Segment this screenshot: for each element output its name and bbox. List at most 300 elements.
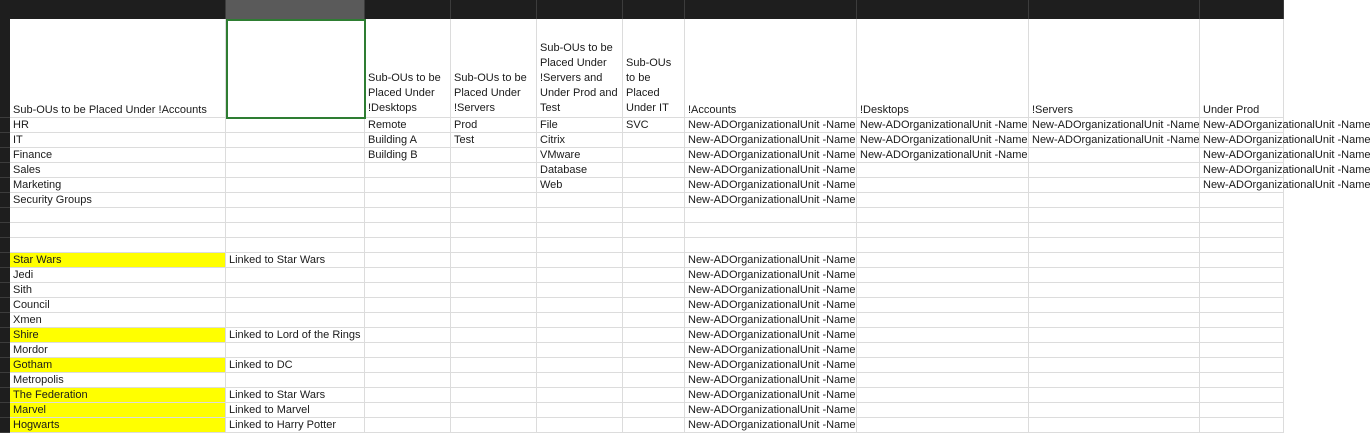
cell-D14[interactable] xyxy=(451,298,537,313)
cell-E10[interactable] xyxy=(537,238,623,253)
cell-G13[interactable] xyxy=(685,283,857,298)
cell-G2[interactable] xyxy=(685,118,857,133)
cell-D2[interactable] xyxy=(451,118,537,133)
cell-B20[interactable] xyxy=(226,388,365,403)
column-header-G[interactable] xyxy=(685,0,857,19)
row-header-17[interactable] xyxy=(0,343,10,358)
cell-F11[interactable] xyxy=(623,253,685,268)
row-header-7[interactable] xyxy=(0,193,10,208)
cell-E6[interactable] xyxy=(537,178,623,193)
cell-J18[interactable] xyxy=(1200,358,1284,373)
cell-J11[interactable] xyxy=(1200,253,1284,268)
cell-text: New-ADOrganizationalUnit -Name xyxy=(688,389,856,401)
cell-text: Web xyxy=(540,179,563,191)
cell-I5[interactable] xyxy=(1029,163,1200,178)
cell-text: Database xyxy=(540,164,588,176)
column-header-C[interactable] xyxy=(365,0,451,19)
cell-G5[interactable] xyxy=(685,163,857,178)
cell-A20[interactable] xyxy=(10,388,226,403)
cell-H20[interactable] xyxy=(857,388,1029,403)
cell-text: Marketing xyxy=(13,179,62,191)
cell-H11[interactable] xyxy=(857,253,1029,268)
cell-B2[interactable] xyxy=(226,118,365,133)
cell-B18[interactable] xyxy=(226,358,365,373)
cell-F1[interactable] xyxy=(623,19,685,118)
cell-text: New-ADOrganizationalUnit -Name xyxy=(688,164,856,176)
cell-A14[interactable] xyxy=(10,298,226,313)
cell-J4[interactable] xyxy=(1200,148,1371,163)
cell-B21[interactable] xyxy=(226,403,365,418)
cell-text: New-ADOrganizationalUnit -Name xyxy=(1203,149,1371,161)
row-header-2[interactable] xyxy=(0,118,10,133)
cell-A10[interactable] xyxy=(10,238,226,253)
cell-D9[interactable] xyxy=(451,223,537,238)
cell-H3[interactable] xyxy=(857,133,1029,148)
cell-A2[interactable] xyxy=(10,118,226,133)
cell-H22[interactable] xyxy=(857,418,1029,433)
cell-H17[interactable] xyxy=(857,343,1029,358)
cell-B3[interactable] xyxy=(226,133,365,148)
cell-F4[interactable] xyxy=(623,148,685,163)
cell-text: New-ADOrganizationalUnit -Name xyxy=(688,194,856,206)
cell-F2[interactable] xyxy=(623,118,685,133)
cell-text: !Desktops xyxy=(860,104,909,116)
cell-E18[interactable] xyxy=(537,358,623,373)
cell-A12[interactable] xyxy=(10,268,226,283)
cell-D4[interactable] xyxy=(451,148,537,163)
cell-F20[interactable] xyxy=(623,388,685,403)
row-header-6[interactable] xyxy=(0,178,10,193)
cell-C15[interactable] xyxy=(365,313,451,328)
cell-A22[interactable] xyxy=(10,418,226,433)
cell-text: New-ADOrganizationalUnit -Name xyxy=(688,359,856,371)
cell-F7[interactable] xyxy=(623,193,685,208)
cell-C21[interactable] xyxy=(365,403,451,418)
cell-text: The Federation xyxy=(13,389,88,401)
cell-C17[interactable] xyxy=(365,343,451,358)
cell-G7[interactable] xyxy=(685,193,857,208)
cell-E7[interactable] xyxy=(537,193,623,208)
cell-F3[interactable] xyxy=(623,133,685,148)
cell-text: New-ADOrganizationalUnit -Name xyxy=(860,149,1028,161)
cell-F5[interactable] xyxy=(623,163,685,178)
cell-H5[interactable] xyxy=(857,163,1029,178)
cell-C2[interactable] xyxy=(365,118,451,133)
cell-E4[interactable] xyxy=(537,148,623,163)
cell-text: New-ADOrganizationalUnit -Name xyxy=(688,134,856,146)
cell-text: Sub-OUs to be Placed Under !Desktops xyxy=(368,72,441,114)
cell-A6[interactable] xyxy=(10,178,226,193)
cell-text: Sub-OUs to be Placed Under IT xyxy=(626,57,672,114)
cell-G16[interactable] xyxy=(685,328,857,343)
cell-text: Building A xyxy=(368,134,417,146)
cell-J16[interactable] xyxy=(1200,328,1284,343)
cell-D7[interactable] xyxy=(451,193,537,208)
cell-B6[interactable] xyxy=(226,178,365,193)
row-header-10[interactable] xyxy=(0,238,10,253)
cell-A16[interactable] xyxy=(10,328,226,343)
cell-text: New-ADOrganizationalUnit -Name xyxy=(688,329,856,341)
cell-A21[interactable] xyxy=(10,403,226,418)
cell-J9[interactable] xyxy=(1200,223,1284,238)
cell-C3[interactable] xyxy=(365,133,451,148)
cell-G3[interactable] xyxy=(685,133,857,148)
cell-I21[interactable] xyxy=(1029,403,1200,418)
cell-C8[interactable] xyxy=(365,208,451,223)
cell-H1[interactable] xyxy=(857,19,1029,118)
cell-D12[interactable] xyxy=(451,268,537,283)
row-header-19[interactable] xyxy=(0,373,10,388)
cell-text: Building B xyxy=(368,149,418,161)
cell-E21[interactable] xyxy=(537,403,623,418)
cell-H6[interactable] xyxy=(857,178,1029,193)
cell-A7[interactable] xyxy=(10,193,226,208)
cell-E8[interactable] xyxy=(537,208,623,223)
cell-D10[interactable] xyxy=(451,238,537,253)
cell-J6[interactable] xyxy=(1200,178,1371,193)
cell-J7[interactable] xyxy=(1200,193,1284,208)
cell-E12[interactable] xyxy=(537,268,623,283)
cell-A13[interactable] xyxy=(10,283,226,298)
row-header-4[interactable] xyxy=(0,148,10,163)
cell-C20[interactable] xyxy=(365,388,451,403)
cell-I19[interactable] xyxy=(1029,373,1200,388)
row-header-3[interactable] xyxy=(0,133,10,148)
cell-F14[interactable] xyxy=(623,298,685,313)
column-header-A[interactable] xyxy=(10,0,226,19)
cell-A9[interactable] xyxy=(10,223,226,238)
cell-text: Marvel xyxy=(13,404,47,416)
cell-F10[interactable] xyxy=(623,238,685,253)
cell-G12[interactable] xyxy=(685,268,857,283)
cell-F9[interactable] xyxy=(623,223,685,238)
cell-text: Shire xyxy=(13,329,39,341)
column-header-E[interactable] xyxy=(537,0,623,19)
cell-G18[interactable] xyxy=(685,358,857,373)
cell-I6[interactable] xyxy=(1029,178,1200,193)
cell-C4[interactable] xyxy=(365,148,451,163)
cell-A18[interactable] xyxy=(10,358,226,373)
cell-D5[interactable] xyxy=(451,163,537,178)
cell-F17[interactable] xyxy=(623,343,685,358)
cell-G14[interactable] xyxy=(685,298,857,313)
row-header-20[interactable] xyxy=(0,388,10,403)
cell-I1[interactable] xyxy=(1029,19,1200,118)
cell-B1[interactable] xyxy=(226,19,365,118)
cell-text: New-ADOrganizationalUnit -Name xyxy=(688,119,856,131)
row-header-8[interactable] xyxy=(0,208,10,223)
cell-I20[interactable] xyxy=(1029,388,1200,403)
cell-I3[interactable] xyxy=(1029,133,1200,148)
cell-C22[interactable] xyxy=(365,418,451,433)
cell-text: Under Prod xyxy=(1203,104,1260,116)
row-header-1[interactable] xyxy=(0,19,10,118)
cell-A17[interactable] xyxy=(10,343,226,358)
cell-E3[interactable] xyxy=(537,133,623,148)
cell-I2[interactable] xyxy=(1029,118,1200,133)
cell-I15[interactable] xyxy=(1029,313,1200,328)
cell-C7[interactable] xyxy=(365,193,451,208)
cell-I18[interactable] xyxy=(1029,358,1200,373)
cell-J3[interactable] xyxy=(1200,133,1371,148)
cell-H13[interactable] xyxy=(857,283,1029,298)
cell-D22[interactable] xyxy=(451,418,537,433)
cell-E16[interactable] xyxy=(537,328,623,343)
cell-G6[interactable] xyxy=(685,178,857,193)
cell-H12[interactable] xyxy=(857,268,1029,283)
cell-text: Gotham xyxy=(13,359,53,371)
cell-F16[interactable] xyxy=(623,328,685,343)
row-header-18[interactable] xyxy=(0,358,10,373)
cell-F21[interactable] xyxy=(623,403,685,418)
cell-E13[interactable] xyxy=(537,283,623,298)
cell-I13[interactable] xyxy=(1029,283,1200,298)
cell-G19[interactable] xyxy=(685,373,857,388)
cell-G10[interactable] xyxy=(685,238,857,253)
cell-H4[interactable] xyxy=(857,148,1029,163)
cell-C12[interactable] xyxy=(365,268,451,283)
cell-G21[interactable] xyxy=(685,403,857,418)
cell-H21[interactable] xyxy=(857,403,1029,418)
row-header-21[interactable] xyxy=(0,403,10,418)
cell-H9[interactable] xyxy=(857,223,1029,238)
cell-B11[interactable] xyxy=(226,253,365,268)
cell-I10[interactable] xyxy=(1029,238,1200,253)
cell-C16[interactable] xyxy=(365,328,451,343)
cell-J21[interactable] xyxy=(1200,403,1284,418)
cell-F12[interactable] xyxy=(623,268,685,283)
cell-A3[interactable] xyxy=(10,133,226,148)
cell-D11[interactable] xyxy=(451,253,537,268)
cell-G11[interactable] xyxy=(685,253,857,268)
cell-H8[interactable] xyxy=(857,208,1029,223)
cell-A8[interactable] xyxy=(10,208,226,223)
cell-text: IT xyxy=(13,134,23,146)
cell-J10[interactable] xyxy=(1200,238,1284,253)
cell-A11[interactable] xyxy=(10,253,226,268)
cell-D3[interactable] xyxy=(451,133,537,148)
cell-text: New-ADOrganizationalUnit -Name xyxy=(1203,179,1371,191)
cell-J13[interactable] xyxy=(1200,283,1284,298)
cell-G9[interactable] xyxy=(685,223,857,238)
cell-D16[interactable] xyxy=(451,328,537,343)
cell-G8[interactable] xyxy=(685,208,857,223)
cell-text: Sub-OUs to be Placed Under !Servers xyxy=(454,72,527,114)
cell-F6[interactable] xyxy=(623,178,685,193)
cell-text: SVC xyxy=(626,119,649,131)
cell-I9[interactable] xyxy=(1029,223,1200,238)
cell-text: New-ADOrganizationalUnit -Name xyxy=(688,269,856,281)
cell-text: Remote xyxy=(368,119,407,131)
cell-J1[interactable] xyxy=(1200,19,1284,118)
cell-C18[interactable] xyxy=(365,358,451,373)
row-header-15[interactable] xyxy=(0,313,10,328)
cell-I14[interactable] xyxy=(1029,298,1200,313)
cell-J5[interactable] xyxy=(1200,163,1371,178)
cell-text: File xyxy=(540,119,558,131)
cell-E2[interactable] xyxy=(537,118,623,133)
cell-E17[interactable] xyxy=(537,343,623,358)
cell-B15[interactable] xyxy=(226,313,365,328)
cell-I8[interactable] xyxy=(1029,208,1200,223)
cell-B17[interactable] xyxy=(226,343,365,358)
cell-J8[interactable] xyxy=(1200,208,1284,223)
column-header-D[interactable] xyxy=(451,0,537,19)
cell-I11[interactable] xyxy=(1029,253,1200,268)
cell-C6[interactable] xyxy=(365,178,451,193)
select-all-corner[interactable] xyxy=(0,0,10,19)
cell-I4[interactable] xyxy=(1029,148,1200,163)
cell-I7[interactable] xyxy=(1029,193,1200,208)
cell-G22[interactable] xyxy=(685,418,857,433)
cell-A5[interactable] xyxy=(10,163,226,178)
cell-J17[interactable] xyxy=(1200,343,1284,358)
cell-E15[interactable] xyxy=(537,313,623,328)
cell-B16[interactable] xyxy=(226,328,365,343)
cell-B14[interactable] xyxy=(226,298,365,313)
cell-B8[interactable] xyxy=(226,208,365,223)
cell-A1[interactable] xyxy=(10,19,226,118)
cell-G17[interactable] xyxy=(685,343,857,358)
cell-text: Sub-OUs to be Placed Under !Accounts xyxy=(13,104,207,116)
row-header-12[interactable] xyxy=(0,268,10,283)
cell-text: Hogwarts xyxy=(13,419,60,431)
cell-I16[interactable] xyxy=(1029,328,1200,343)
cell-E9[interactable] xyxy=(537,223,623,238)
cell-H14[interactable] xyxy=(857,298,1029,313)
cell-B19[interactable] xyxy=(226,373,365,388)
row-header-5[interactable] xyxy=(0,163,10,178)
cell-D18[interactable] xyxy=(451,358,537,373)
cell-text: Linked to Marvel xyxy=(229,404,310,416)
cell-C5[interactable] xyxy=(365,163,451,178)
cell-I22[interactable] xyxy=(1029,418,1200,433)
cell-text: Security Groups xyxy=(13,194,92,206)
cell-B7[interactable] xyxy=(226,193,365,208)
cell-D6[interactable] xyxy=(451,178,537,193)
cell-J19[interactable] xyxy=(1200,373,1284,388)
cell-I17[interactable] xyxy=(1029,343,1200,358)
cell-F22[interactable] xyxy=(623,418,685,433)
cell-F15[interactable] xyxy=(623,313,685,328)
cell-F8[interactable] xyxy=(623,208,685,223)
column-header-F[interactable] xyxy=(623,0,685,19)
cell-text: New-ADOrganizationalUnit -Name xyxy=(688,284,856,296)
cell-E5[interactable] xyxy=(537,163,623,178)
cell-F18[interactable] xyxy=(623,358,685,373)
row-header-11[interactable] xyxy=(0,253,10,268)
column-header-I[interactable] xyxy=(1029,0,1200,19)
cell-text: New-ADOrganizationalUnit -Name xyxy=(688,344,856,356)
cell-E11[interactable] xyxy=(537,253,623,268)
cell-C14[interactable] xyxy=(365,298,451,313)
cell-G20[interactable] xyxy=(685,388,857,403)
cell-A4[interactable] xyxy=(10,148,226,163)
row-header-9[interactable] xyxy=(0,223,10,238)
cell-B13[interactable] xyxy=(226,283,365,298)
cell-B5[interactable] xyxy=(226,163,365,178)
cell-H16[interactable] xyxy=(857,328,1029,343)
cell-E22[interactable] xyxy=(537,418,623,433)
cell-D17[interactable] xyxy=(451,343,537,358)
cell-E20[interactable] xyxy=(537,388,623,403)
cell-B4[interactable] xyxy=(226,148,365,163)
cell-text: !Servers xyxy=(1032,104,1073,116)
cell-C11[interactable] xyxy=(365,253,451,268)
cell-I12[interactable] xyxy=(1029,268,1200,283)
cell-text: New-ADOrganizationalUnit -Name xyxy=(1203,119,1371,131)
cell-J14[interactable] xyxy=(1200,298,1284,313)
column-header-H[interactable] xyxy=(857,0,1029,19)
cell-H7[interactable] xyxy=(857,193,1029,208)
cell-G15[interactable] xyxy=(685,313,857,328)
cell-D15[interactable] xyxy=(451,313,537,328)
cell-E14[interactable] xyxy=(537,298,623,313)
cell-H2[interactable] xyxy=(857,118,1029,133)
cell-J22[interactable] xyxy=(1200,418,1284,433)
cell-G4[interactable] xyxy=(685,148,857,163)
cell-text: Finance xyxy=(13,149,53,161)
cell-C1[interactable] xyxy=(365,19,451,118)
cell-J12[interactable] xyxy=(1200,268,1284,283)
row-header-14[interactable] xyxy=(0,298,10,313)
cell-text: New-ADOrganizationalUnit -Name xyxy=(1032,134,1200,146)
cell-F13[interactable] xyxy=(623,283,685,298)
cell-F19[interactable] xyxy=(623,373,685,388)
cell-E19[interactable] xyxy=(537,373,623,388)
cell-J2[interactable] xyxy=(1200,118,1371,133)
cell-text: Sith xyxy=(13,284,32,296)
cell-text: New-ADOrganizationalUnit -Name xyxy=(1203,164,1371,176)
cell-text: New-ADOrganizationalUnit -Name xyxy=(1203,134,1371,146)
cell-D8[interactable] xyxy=(451,208,537,223)
cell-D19[interactable] xyxy=(451,373,537,388)
cell-text: New-ADOrganizationalUnit -Name xyxy=(688,404,856,416)
cell-text: New-ADOrganizationalUnit -Name xyxy=(1032,119,1200,131)
cell-B22[interactable] xyxy=(226,418,365,433)
row-header-16[interactable] xyxy=(0,328,10,343)
cell-H10[interactable] xyxy=(857,238,1029,253)
cell-text: New-ADOrganizationalUnit -Name xyxy=(688,374,856,386)
cell-B12[interactable] xyxy=(226,268,365,283)
cell-D20[interactable] xyxy=(451,388,537,403)
cell-C13[interactable] xyxy=(365,283,451,298)
column-header-next[interactable] xyxy=(1200,0,1284,19)
cell-J15[interactable] xyxy=(1200,313,1284,328)
cell-A15[interactable] xyxy=(10,313,226,328)
cell-E1[interactable] xyxy=(537,19,623,118)
cell-B9[interactable] xyxy=(226,223,365,238)
cell-C10[interactable] xyxy=(365,238,451,253)
cell-text: New-ADOrganizationalUnit -Name xyxy=(860,134,1028,146)
cell-J20[interactable] xyxy=(1200,388,1284,403)
row-header-13[interactable] xyxy=(0,283,10,298)
cell-G1[interactable] xyxy=(685,19,857,118)
row-header-22[interactable] xyxy=(0,418,10,433)
column-header-B[interactable] xyxy=(226,0,365,19)
cell-H15[interactable] xyxy=(857,313,1029,328)
cell-A19[interactable] xyxy=(10,373,226,388)
cell-D21[interactable] xyxy=(451,403,537,418)
cell-H18[interactable] xyxy=(857,358,1029,373)
cell-D1[interactable] xyxy=(451,19,537,118)
cell-C19[interactable] xyxy=(365,373,451,388)
cell-B10[interactable] xyxy=(226,238,365,253)
cell-text: Mordor xyxy=(13,344,48,356)
cell-D13[interactable] xyxy=(451,283,537,298)
cell-C9[interactable] xyxy=(365,223,451,238)
cell-H19[interactable] xyxy=(857,373,1029,388)
